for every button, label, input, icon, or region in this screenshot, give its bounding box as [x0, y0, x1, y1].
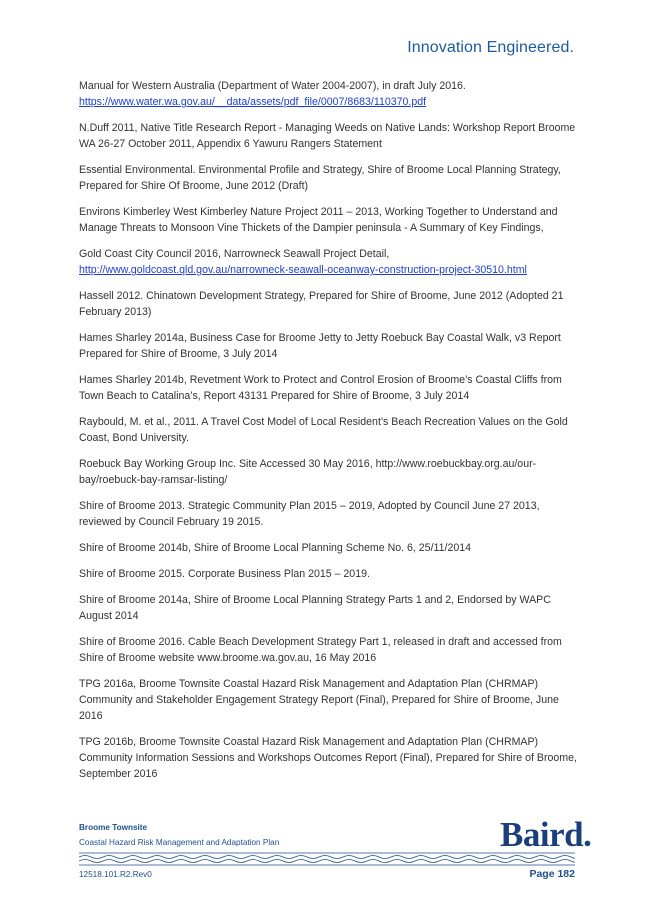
- reference-text: Hames Sharley 2014b, Revetment Work to Protect and Control Erosion of Broome’s Coastal Cliffs from Town Beach to Catalina’s, Report 43131 Prepared for Shire of Broome, 3 July 2014: [79, 374, 562, 402]
- reference-entry: [79, 414, 579, 446]
- reference-text: Shire of Broome 2016. Cable Beach Development Strategy Part 1, released in draft and accessed from Shire of Broome website www.broome.wa.gov.au, 16 May 2016: [79, 636, 562, 664]
- reference-text: Roebuck Bay Working Group Inc. Site Accessed 30 May 2016, http://www.roebuckbay.org.au/our- bay/roebuck-bay-ramsar-listing/: [79, 458, 537, 486]
- reference-entry: [79, 566, 579, 582]
- reference-entry: [79, 120, 579, 152]
- header-tagline: Innovation Engineered.: [407, 39, 574, 56]
- reference-entry: [79, 246, 579, 278]
- reference-link[interactable]: https://www.water.wa.gov.au/__data/assets/pdf_file/0007/8683/110370.pdf: [79, 96, 427, 108]
- footer-project-title: Broome Townsite: [79, 823, 148, 832]
- reference-text: N.Duff 2011, Native Title Research Report - Managing Weeds on Native Lands: Workshop Report Broome WA 26-27 October 2011, Appendix 6 Yawuru Rangers Statement: [79, 122, 576, 150]
- reference-entry: [79, 592, 579, 624]
- baird-logo: Baird.: [500, 815, 592, 854]
- wave-divider-graphic: [79, 851, 575, 867]
- reference-text: Shire of Broome 2013. Strategic Community Plan 2015 – 2019, Adopted by Council June 27 2013, reviewed by Council February 19 2015.: [79, 500, 540, 528]
- footer-document-id: 12518.101.R2.Rev0: [79, 870, 152, 879]
- reference-entry: [79, 634, 579, 666]
- reference-entry: [79, 78, 579, 110]
- reference-entry: [79, 330, 579, 362]
- reference-text: Shire of Broome 2015. Corporate Business Plan 2015 – 2019.: [79, 568, 370, 580]
- footer-page-number: Page 182: [529, 868, 575, 880]
- reference-entry: [79, 288, 579, 320]
- reference-entry: [79, 204, 579, 236]
- reference-text: Shire of Broome 2014b, Shire of Broome Local Planning Scheme No. 6, 25/11/2014: [79, 542, 472, 554]
- reference-entry: [79, 162, 579, 194]
- reference-text: Manual for Western Australia (Department of Water 2004-2007), in draft July 2016.: [79, 80, 466, 92]
- reference-text: Environs Kimberley West Kimberley Nature Project 2011 – 2013, Working Together to Understand and Manage Threats to Monsoon Vine Thickets of the Dampier peninsula - A Summary of Key Findings,: [79, 206, 558, 234]
- footer-project-subtitle: Coastal Hazard Risk Management and Adaptation Plan: [79, 838, 280, 847]
- reference-entry: [79, 734, 579, 782]
- reference-text: Gold Coast City Council 2016, Narrowneck Seawall Project Detail,: [79, 248, 390, 260]
- reference-text: Essential Environmental. Environmental Profile and Strategy, Shire of Broome Local Planning Strategy, Prepared for Shire Of Broome, June 2012 (Draft): [79, 164, 561, 192]
- reference-entry: [79, 372, 579, 404]
- reference-list: [79, 78, 579, 792]
- reference-text: Hassell 2012. Chinatown Development Strategy, Prepared for Shire of Broome, June 2012 (Adopted 21 February 2013): [79, 290, 564, 318]
- reference-text: Hames Sharley 2014a, Business Case for Broome Jetty to Jetty Roebuck Bay Coastal Walk, v3 Report Prepared for Shire of Broome, 3 July 2014: [79, 332, 561, 360]
- reference-text: Raybould, M. et al., 2011. A Travel Cost Model of Local Resident’s Beach Recreation Values on the Gold Coast, Bond University.: [79, 416, 568, 444]
- reference-text: Shire of Broome 2014a, Shire of Broome Local Planning Strategy Parts 1 and 2, Endorsed by WAPC August 2014: [79, 594, 551, 622]
- reference-entry: [79, 676, 579, 724]
- reference-text: TPG 2016b, Broome Townsite Coastal Hazard Risk Management and Adaptation Plan (CHRMAP) Community Information Sessions and Workshops Outcomes Report (Final), Prepared for Shire of Broome, September 2016: [79, 736, 577, 780]
- reference-entry: [79, 540, 579, 556]
- reference-link[interactable]: http://www.goldcoast.qld.gov.au/narrowneck-seawall-oceanway-construction-project-30510.html: [79, 264, 527, 276]
- reference-text: TPG 2016a, Broome Townsite Coastal Hazard Risk Management and Adaptation Plan (CHRMAP) Community and Stakeholder Engagement Strategy Report (Final), Prepared for Shire of Broome, June 2016: [79, 678, 559, 722]
- reference-entry: [79, 498, 579, 530]
- reference-entry: [79, 456, 579, 488]
